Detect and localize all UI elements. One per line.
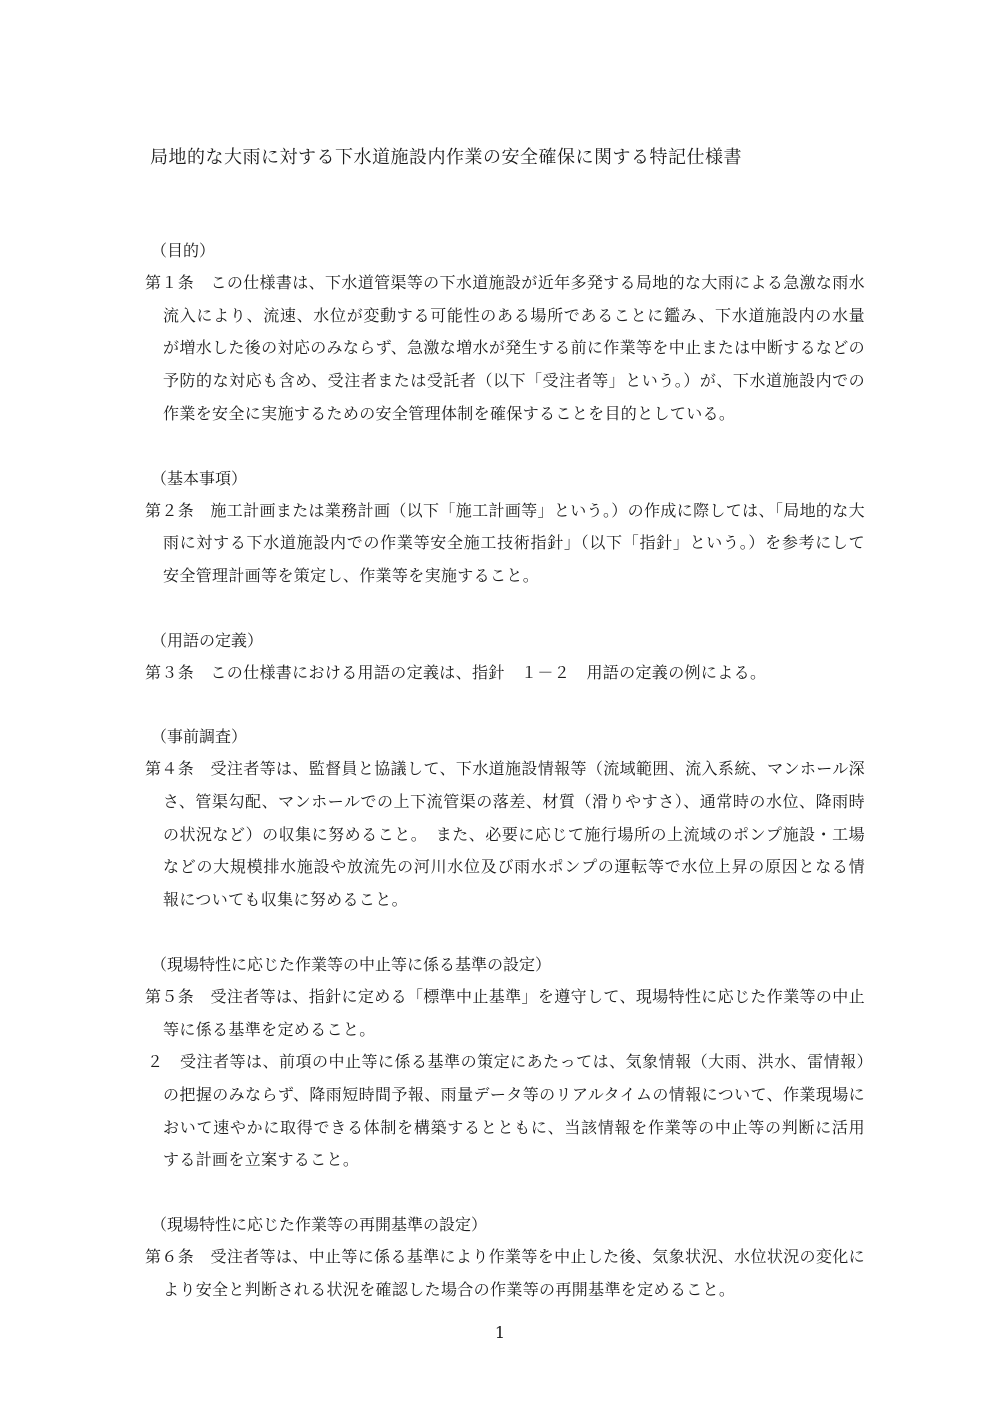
section-heading: （事前調査） (151, 727, 248, 747)
section-preliminary-survey (145, 720, 865, 917)
document-title: 局地的な大雨に対する下水道施設内作業の安全確保に関する特記仕様書 (150, 147, 742, 168)
section-suspension-criteria (145, 948, 865, 1177)
section-heading: （用語の定義） (151, 630, 264, 650)
article-3: 第３条 この仕様書における用語の定義は、指針 １－２ 用語の定義の例による。 (145, 662, 767, 682)
article-6: 第６条 受注者等は、中止等に係る基準により作業等を中止した後、気象状況、水位状況の変化により安全と判断される状況を確認した場合の作業等の再開基準を定めること。 (145, 1247, 865, 1299)
section-heading: （目的） (151, 241, 216, 260)
section-purpose (145, 234, 865, 431)
section-heading: （現場特性に応じた作業等の再開基準の設定） (151, 1215, 488, 1235)
section-resumption-criteria (145, 1208, 865, 1306)
section-heading: （基本事項） (151, 468, 248, 488)
article-4: 第４条 受注者等は、監督員と協議して、下水道施設情報等（流域範囲、流入系統、マンホール深さ、管渠勾配、マンホールでの上下流管渠の落差、材質（滑りやすさ）、通常時の水位、降雨時の状況など）の収集に努めること。 また、必要に応じて施行場所の上流域のポンプ施設・工場などの大規模排水施設や放流先の河川水位及び雨水ポンプの運転等で水位上昇の原因となる情報についても収集に努めること。 (145, 759, 865, 910)
page-number: 1 (494, 1323, 506, 1342)
article-2: 第２条 施工計画または業務計画（以下「施工計画等」という。）の作成に際しては、「局地的な大雨に対する下水道施設内での作業等安全施工技術指針」（以下「指針」という。）を参考にして安全管理計画等を策定し、作業等を実施すること。 (145, 500, 865, 585)
article-5: 第５条 受注者等は、指針に定める「標準中止基準」を遵守して、現場特性に応じた作業等の中止等に係る基準を定めること。 (145, 986, 865, 1039)
article-1: 第１条 この仕様書は、下水道管渠等の下水道施設が近年多発する局地的な大雨による急激な雨水流入により、流速、水位が変動する可能性のある場所であることに鑑み、下水道施設内の水量が増水した後の対応のみならず、急激な増水が発生する前に作業等を中止または中断するなどの予防的な対応も含め、受注者または受託者（以下「受注者等」という。）が、下水道施設内での作業を安全に実施するための安全管理体制を確保することを目的としている。 (145, 273, 865, 423)
section-basic-matters (145, 462, 865, 593)
section-heading: （現場特性に応じた作業等の中止等に係る基準の設定） (151, 954, 552, 974)
section-definitions (145, 624, 865, 690)
document-body (145, 234, 865, 1337)
article-5-item-2: ２ 受注者等は、前項の中止等に係る基準の策定にあたっては、気象情報（大雨、洪水、雷情報）の把握のみならず、降雨短時間予報、雨量データ等のリアルタイムの情報について、作業現場において速やかに取得できる体制を構築するとともに、当該情報を作業等の中止等の判断に活用する計画を立案すること。 (147, 1052, 865, 1170)
